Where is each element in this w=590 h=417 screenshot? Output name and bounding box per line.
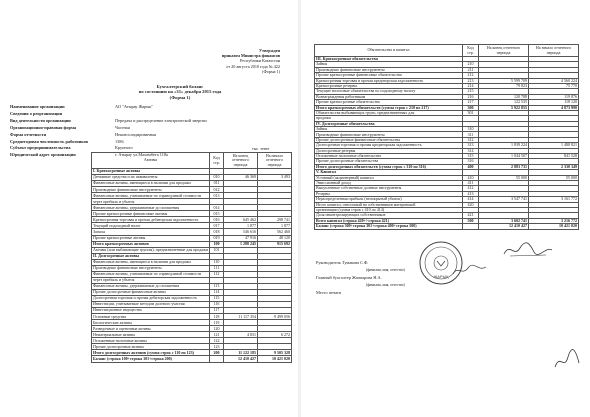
info-value: АО "Атырау Жарык" xyxy=(115,104,154,109)
row-code: 210 xyxy=(463,62,479,67)
signature-head-icon xyxy=(500,240,556,260)
row-code: 112 xyxy=(210,271,224,277)
row-name: Эмиссионный доход xyxy=(315,180,463,185)
column-header: Код стр. xyxy=(210,153,224,169)
liabilities-table-header xyxy=(315,45,579,57)
info-label: Субъект предпринимательства xyxy=(10,145,71,151)
row-code: 316 xyxy=(463,159,479,164)
row-name: Уставный (акционерный) капитал xyxy=(315,175,463,180)
row-name: Вознаграждения работникам xyxy=(315,94,463,99)
row-name: Разведочные и оценочные активы xyxy=(92,326,210,332)
initials-scribble-icon xyxy=(552,345,582,375)
info-row xyxy=(10,118,295,125)
row-code: 121 xyxy=(210,332,224,338)
row-value-start: 75 770 xyxy=(529,83,579,88)
row-name: Займы xyxy=(315,127,463,132)
row-value-start: 1 488 821 xyxy=(529,143,579,148)
row-value-end: 1 044 507 xyxy=(479,154,529,159)
row-value-start: 2 330 349 xyxy=(529,164,579,169)
row-code: 019 xyxy=(210,235,224,241)
row-code: 012 xyxy=(210,187,224,193)
row-code: 313 xyxy=(463,143,479,148)
row-value-end: 4 831 xyxy=(224,332,258,338)
row-value-end: 5 922 855 xyxy=(479,105,529,110)
row-name: Финансовые активы, имеющиеся в наличии для продажи xyxy=(92,259,210,265)
row-code: 115 xyxy=(210,295,224,301)
row-code: 118 xyxy=(210,314,224,320)
row-value-end: 1 288 245 xyxy=(224,241,258,247)
row-value-start: 10 421 020 xyxy=(258,356,292,362)
row-name: V. Капитал xyxy=(315,170,463,175)
units-label: тыс. тенге xyxy=(252,146,270,151)
row-name: Прочие краткосрочные финансовые обязательства xyxy=(315,73,463,78)
column-header: На конец отчетного периода xyxy=(224,153,258,169)
info-label: Форма отчетности xyxy=(10,131,47,137)
row-name: через прибыль и убыток xyxy=(92,277,210,283)
row-name: Итого краткосрочных обязательств (сумма строк с 210 по 217) xyxy=(315,105,463,110)
row-name: Текущие налоговые обязательства по подоходному налогу xyxy=(315,89,463,94)
row-code: 010 xyxy=(210,175,224,181)
approval-line: (Форма 1) xyxy=(262,68,280,74)
right-page xyxy=(300,0,590,417)
info-value xyxy=(115,111,295,118)
row-code: 315 xyxy=(463,154,479,159)
row-value-start: 3 216 772 xyxy=(529,218,579,223)
row-value-start: 9 499 056 xyxy=(258,314,292,320)
row-code: 122 xyxy=(210,338,224,344)
row-code: 014 xyxy=(210,205,224,211)
row-value-start: 3 161 772 xyxy=(529,197,579,202)
row-code: 414 xyxy=(463,197,479,202)
row-value-end: 11 122 185 xyxy=(224,350,258,356)
title-line: по состоянию на «31» декабря 2015 года xyxy=(138,89,222,95)
row-code: 314 xyxy=(463,148,479,153)
row-value-start: 1 877 xyxy=(258,223,292,229)
row-code xyxy=(210,356,224,362)
row-value-end: 1 877 xyxy=(224,223,258,229)
row-value-end: 3 602 741 xyxy=(479,218,529,223)
row-code: 421 xyxy=(463,213,479,218)
row-name: через прибыль и убыток xyxy=(92,199,210,205)
row-value-end: 645 462 xyxy=(224,217,258,223)
row-name: продажи xyxy=(315,116,463,121)
row-value-end: 11 117 354 xyxy=(224,314,258,320)
row-name: Финансовые активы, учитываемые по справедливой стоимости xyxy=(92,271,210,277)
row-name: Прочие долгосрочные финансовые активы xyxy=(92,289,210,295)
row-name: Баланс (строка 100+строка 101+строка 200) xyxy=(92,356,210,362)
row-code: 410 xyxy=(463,175,479,180)
info-value: Неконсолидированная xyxy=(115,131,156,137)
row-value-start: 55 000 xyxy=(529,175,579,180)
row-code: 301 xyxy=(463,110,479,115)
column-header: На начало отчетного периода xyxy=(258,153,292,169)
row-code: 216 xyxy=(463,94,479,99)
row-name: Инвестиционное имущество xyxy=(92,308,210,314)
row-value-end: 546 616 xyxy=(224,229,258,235)
row-name: Доля неконтролирующих собственников xyxy=(315,213,463,218)
row-name: Производные финансовые инструменты xyxy=(92,187,210,193)
row-code: 413 xyxy=(463,191,479,196)
row-value-end: 1 839 224 xyxy=(479,143,529,148)
row-code: 310 xyxy=(463,127,479,132)
row-code: 013 xyxy=(210,193,224,199)
row-code: 420 xyxy=(463,202,479,207)
row-name: III. Краткосрочные обязательства xyxy=(315,57,463,62)
row-name: Прочие долгосрочные финансовые обязательства xyxy=(315,137,463,142)
info-row xyxy=(10,111,295,118)
row-name: Прочие краткосрочные обязательства xyxy=(315,100,463,105)
row-name: Баланс (строка 300+строка 301+строка 400+строка 500) xyxy=(315,224,463,229)
info-label: Среднегодовая численность работников xyxy=(10,138,89,144)
row-code: 215 xyxy=(463,89,479,94)
row-value-end: 79 823 xyxy=(479,83,529,88)
stamp-place-label: Место печати xyxy=(316,290,341,295)
assets-table-header xyxy=(92,153,292,169)
row-code: 400 xyxy=(463,164,479,169)
approval-block xyxy=(186,48,280,74)
row-code: 113 xyxy=(210,283,224,289)
column-header: На начало отчетного периода xyxy=(529,45,579,57)
info-label: Наименование организации xyxy=(10,104,65,109)
row-name: Прочие краткосрочные активы xyxy=(92,235,210,241)
row-value-end: 5 599 709 xyxy=(479,78,529,83)
info-value: Передача и распределение электрической энергии xyxy=(115,117,207,123)
row-name: Долгосрочные резервы xyxy=(315,148,463,153)
row-name: Долгосрочная торговая и прочая дебиторская задолженность xyxy=(92,295,210,301)
row-value-end: 3 547 741 xyxy=(479,197,529,202)
info-row xyxy=(10,139,295,146)
row-value-end: 46 369 xyxy=(224,175,258,181)
row-value-start: 3 493 xyxy=(258,175,292,181)
row-name: Прочие долгосрочные обязательства xyxy=(315,159,463,164)
row-value-end: 2 883 731 xyxy=(479,164,529,169)
row-code: 411 xyxy=(463,180,479,185)
row-name: Биологические активы xyxy=(92,320,210,326)
signature-accountant-icon xyxy=(450,262,490,278)
row-value-end: 55 000 xyxy=(479,175,529,180)
row-code: 117 xyxy=(210,308,224,314)
info-label: Организационно-правовая форма xyxy=(10,124,76,130)
info-value: Частная xyxy=(115,124,130,130)
row-code: 017 xyxy=(210,223,224,229)
info-value: г. Атырау ул.Махамбета 118а xyxy=(115,152,168,158)
column-header: Обязательства и капитал xyxy=(315,45,463,57)
approval-line: Республики Казахстан xyxy=(240,58,280,64)
row-name: Итого капитал, относимый на собственников материнской xyxy=(315,202,463,207)
row-code: 211 xyxy=(463,67,479,72)
row-value-end: 122 535 xyxy=(479,100,529,105)
info-value: 1386 xyxy=(115,138,124,144)
row-code: 111 xyxy=(210,265,224,271)
row-value-end: 12 410 427 xyxy=(479,224,529,229)
row-name: Итого долгосрочных обязательств (сумма строк с 310 по 316) xyxy=(315,164,463,169)
row-name: Итого краткосрочных активов xyxy=(92,241,210,247)
row-name: II. Долгосрочные активы xyxy=(92,253,210,259)
row-name: Итого долгосрочных активов (сумма строк с 110 по 123) xyxy=(92,350,210,356)
approval-line: от 20 августа 2010 года № 422 xyxy=(226,63,280,69)
row-name: Финансовые активы, удерживаемые до погашения xyxy=(92,205,210,211)
row-code: 011 xyxy=(210,181,224,187)
accountant-signature-line: Главный бухгалтер Жаппарова Н.А. xyxy=(316,275,382,280)
row-value-end: 120 788 xyxy=(479,94,529,99)
info-row xyxy=(10,125,295,132)
row-value-start: 119 876 xyxy=(529,94,579,99)
row-code: 311 xyxy=(463,132,479,137)
info-label: Сведения о реорганизации xyxy=(10,110,63,116)
document-title xyxy=(110,84,250,100)
row-name: Производные финансовые инструменты xyxy=(92,265,210,271)
row-code: 200 xyxy=(210,350,224,356)
column-header: На конец отчетного периода xyxy=(479,45,529,57)
row-value-start: 48 120 xyxy=(258,235,292,241)
row-code: 214 xyxy=(463,83,479,88)
row-name: I. Краткосрочные активы xyxy=(92,169,210,175)
row-code: 213 xyxy=(463,78,479,83)
info-value: Крупного xyxy=(115,145,133,151)
row-code: 120 xyxy=(210,326,224,332)
row-name: Финансовые активы, учитываемые по справедливой стоимости xyxy=(92,193,210,199)
row-value-start: 298 741 xyxy=(258,217,292,223)
head-signature-caption: (фамилия, имя, отчество) xyxy=(366,268,405,272)
info-label: Вид деятельности организации xyxy=(10,117,71,123)
title-line: Бухгалтерский баланс xyxy=(156,84,204,89)
row-code: 018 xyxy=(210,229,224,235)
liabilities-table xyxy=(314,44,579,230)
row-code: 300 xyxy=(463,105,479,110)
row-name: Основные средства xyxy=(92,314,210,320)
row-code: 217 xyxy=(463,100,479,105)
row-value-start: 841 528 xyxy=(529,154,579,159)
row-value-start: 118 120 xyxy=(529,100,579,105)
row-value-start: 562 460 xyxy=(258,229,292,235)
row-name: Краткосрочная торговая и прочая кредиторская задолженность xyxy=(315,78,463,83)
row-code: 123 xyxy=(210,344,224,350)
row-name: Инвестиции, учитываемые методом долевого участия xyxy=(92,302,210,308)
row-name: Активы (или выбывающие группы), предназначенные для продажи xyxy=(93,247,208,252)
row-code: 016 xyxy=(210,217,224,223)
row-name: Отложенные налоговые активы xyxy=(92,338,210,344)
row-name: Резервы xyxy=(315,191,463,196)
row-name: Отложенные налоговые обязательства xyxy=(315,154,463,159)
approval-line: Утвержден xyxy=(258,48,280,53)
row-name: Нераспределенная прибыль (непокрытый убыток) xyxy=(315,197,463,202)
row-name: Краткосрочные резервы xyxy=(315,83,463,88)
row-name: Займы xyxy=(315,62,463,67)
assets-table xyxy=(91,152,292,363)
row-value-start: 9 505 328 xyxy=(258,350,292,356)
row-name: Запасы xyxy=(92,229,210,235)
row-value-start: 915 692 xyxy=(258,241,292,247)
row-name: Производные финансовые инструменты xyxy=(315,132,463,137)
row-name: Производные финансовые инструменты xyxy=(315,67,463,72)
row-value-end: 12 410 427 xyxy=(224,356,258,362)
info-row xyxy=(10,104,295,111)
row-code: 119 xyxy=(210,320,224,326)
row-name: Денежные средства и их эквиваленты xyxy=(92,175,210,181)
table-row xyxy=(92,356,292,362)
column-header: Код стр. xyxy=(463,45,479,57)
svg-text:ЖАРЫҚ: ЖАРЫҚ xyxy=(433,274,449,279)
info-row xyxy=(10,132,295,139)
row-name: Краткосрочная торговая и прочая дебиторская задолженность xyxy=(92,217,210,223)
row-code: 015 xyxy=(210,211,224,217)
row-code xyxy=(463,224,479,229)
row-code: 110 xyxy=(210,259,224,265)
row-code: 116 xyxy=(210,302,224,308)
row-code: 114 xyxy=(210,289,224,295)
approval-line: приказом Министра финансов xyxy=(221,53,280,59)
row-value-start: 4 560 224 xyxy=(529,78,579,83)
row-code: 500 xyxy=(463,218,479,223)
row-code: 412 xyxy=(463,186,479,191)
row-name: Прочие долгосрочные активы xyxy=(92,344,210,350)
info-label: Юридический адрес организации xyxy=(10,152,76,158)
row-name: Всего капитал (строка 420+/-строка 421) xyxy=(315,218,463,223)
row-code: 101 xyxy=(210,247,224,253)
row-value-start: 6 272 xyxy=(258,332,292,338)
row-name: Выкупленные собственные долевые инструменты xyxy=(315,186,463,191)
row-name: Финансовые активы, удерживаемые до погашения xyxy=(92,283,210,289)
row-name: Текущий подоходный налог xyxy=(92,223,210,229)
row-code: 100 xyxy=(210,241,224,247)
row-name: Долгосрочная торговая и прочая кредиторская задолженность xyxy=(315,143,463,148)
column-header: Активы xyxy=(92,153,210,169)
row-name: Обязательства выбывающих групп, предназначенных для xyxy=(315,110,463,115)
title-line: (Форма 1) xyxy=(169,94,191,100)
row-value-end: 47 916 xyxy=(224,235,258,241)
table-row xyxy=(315,224,579,229)
row-name: IV. Долгосрочные обязательства xyxy=(315,121,463,126)
accountant-signature-caption: (фамилия, имя, отчество) xyxy=(366,283,405,287)
row-name: Прочие краткосрочные финансовые активы xyxy=(92,211,210,217)
row-name: Финансовые активы, имеющиеся в наличии для продажи xyxy=(92,181,210,187)
head-signature-line: Руководитель Тумакова С.Ф. xyxy=(316,260,369,265)
row-code: 212 xyxy=(463,73,479,78)
row-value-start: 4 873 990 xyxy=(529,105,579,110)
row-name: Нематериальные активы xyxy=(92,332,210,338)
row-name: организации (сумма строк с 410 по 414) xyxy=(315,207,463,212)
row-code: 312 xyxy=(463,137,479,142)
row-value-start: 10 421 020 xyxy=(529,224,579,229)
